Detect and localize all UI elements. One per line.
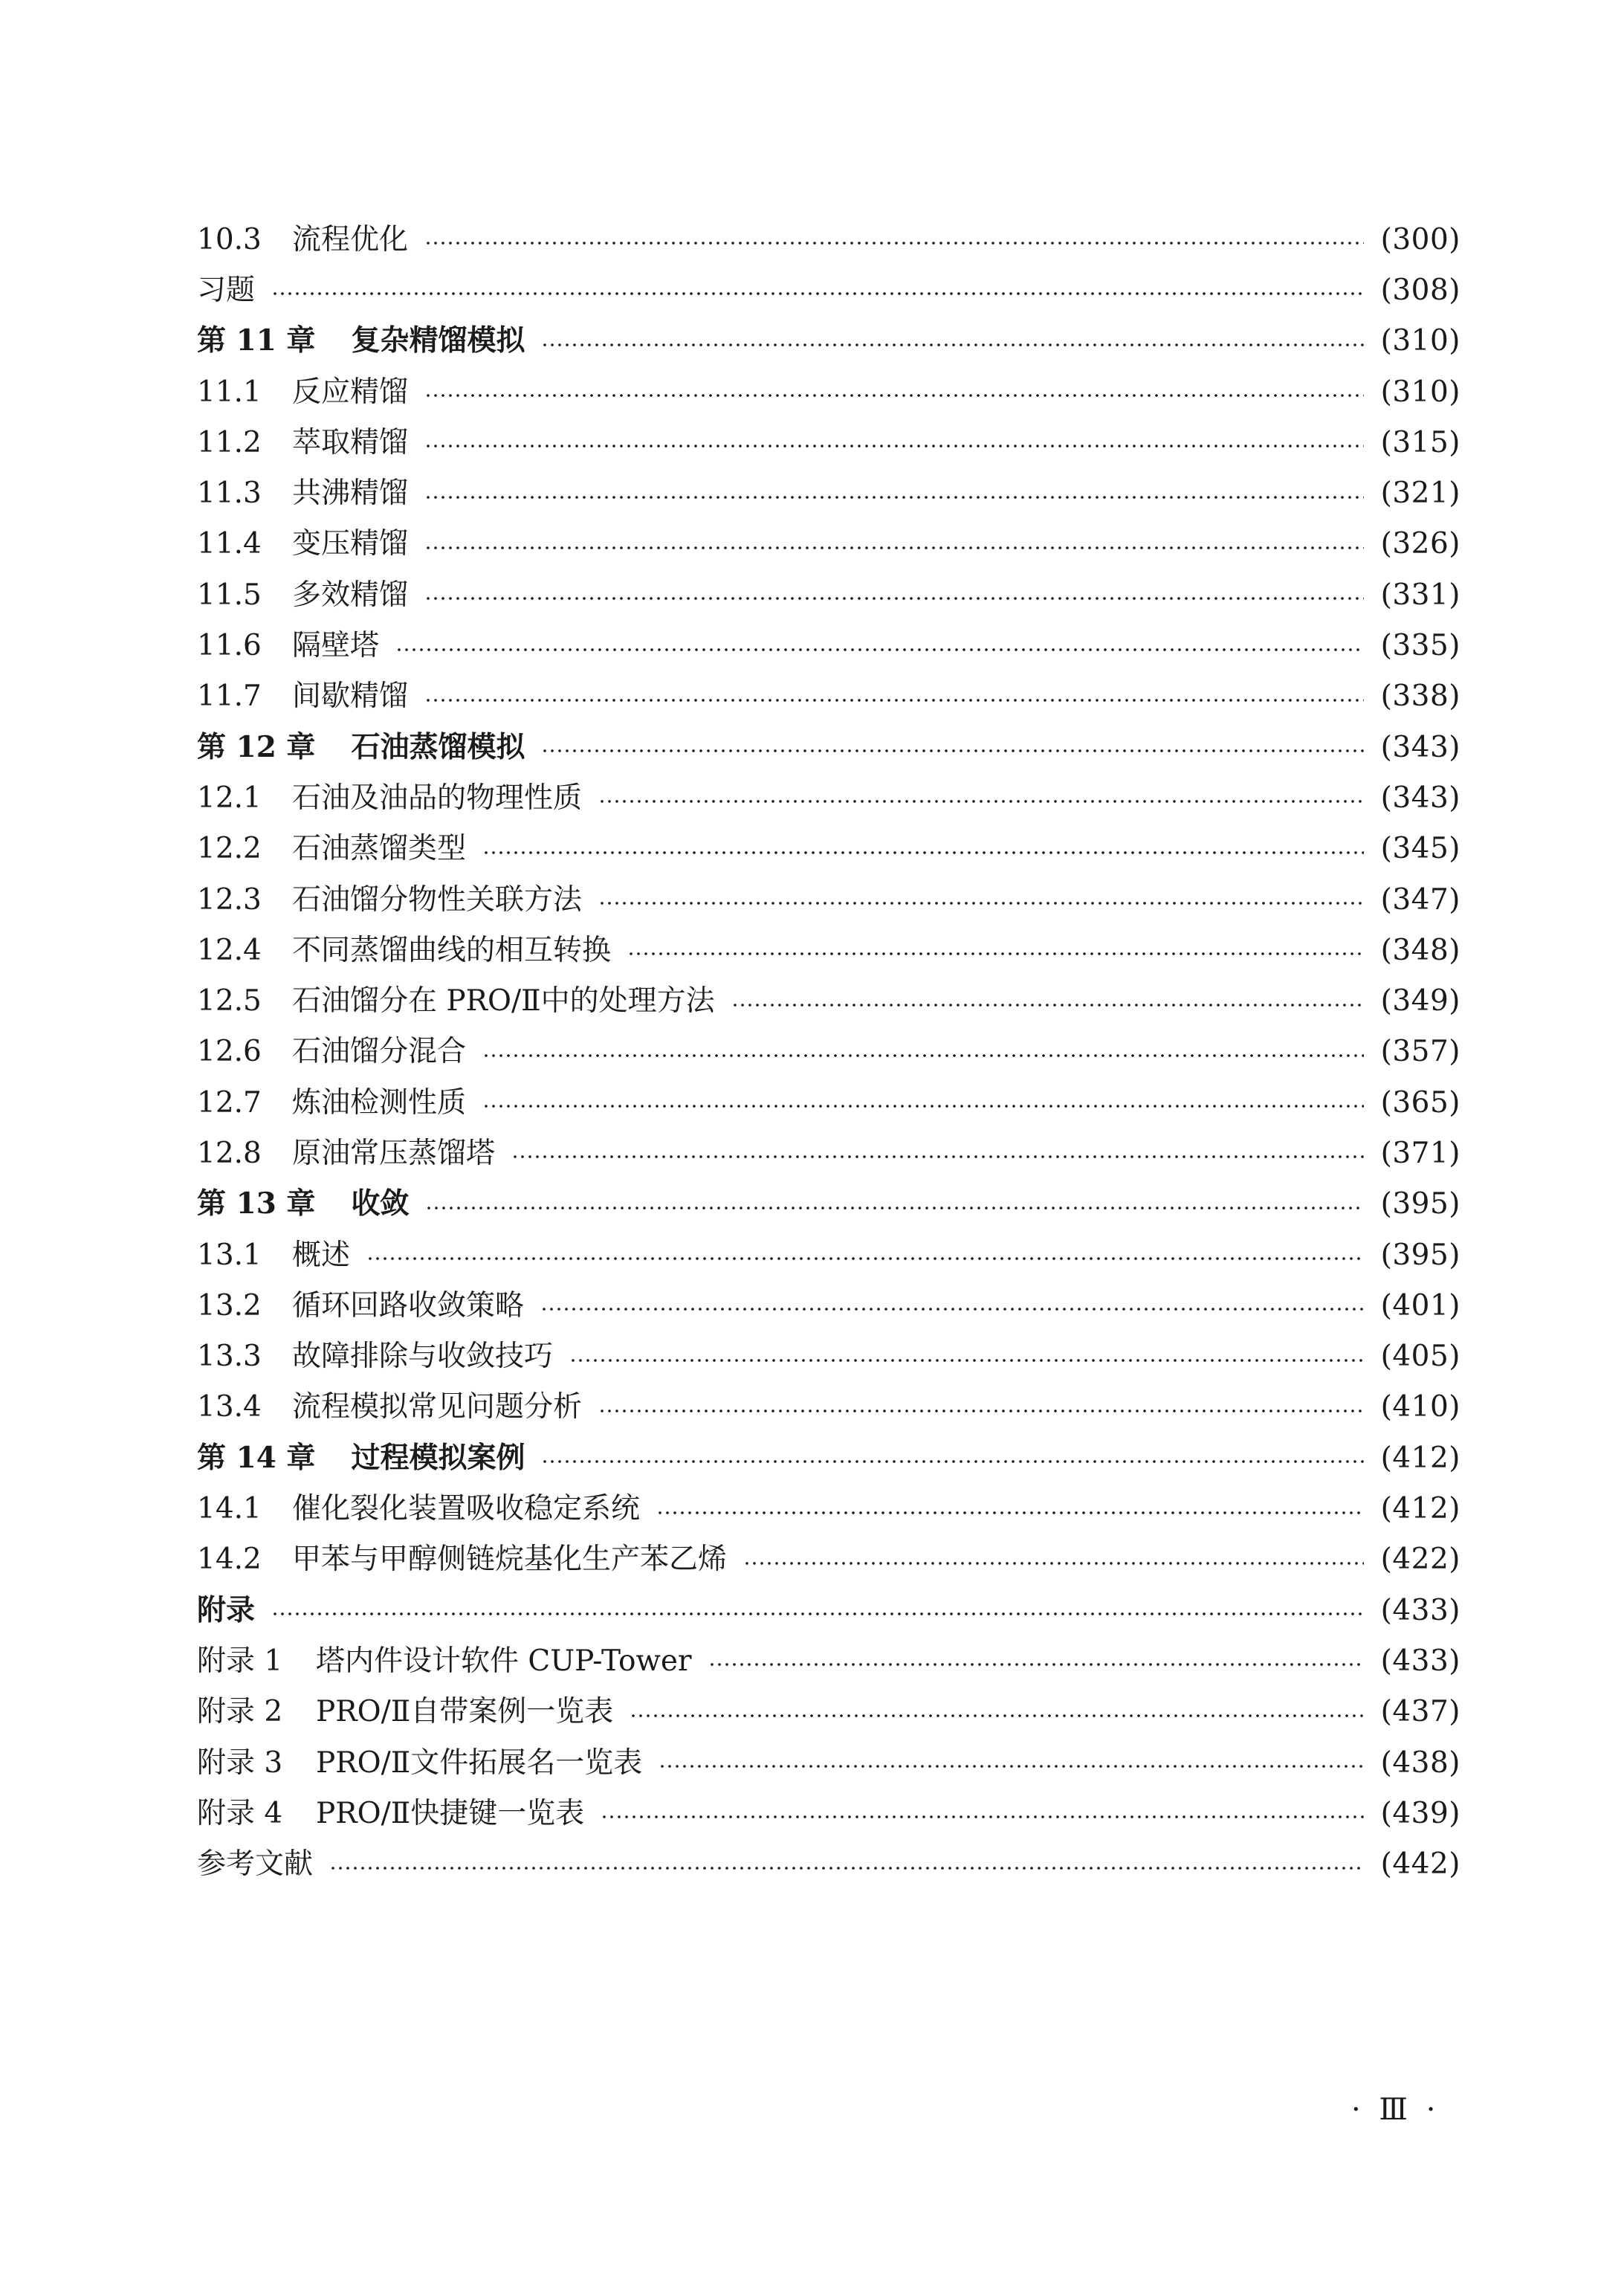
toc-entry-number: 12.1 (197, 781, 262, 815)
toc-chapter-entry (197, 722, 1460, 772)
toc-entry (197, 1027, 1460, 1077)
toc-entry-title: 概述 (292, 1238, 351, 1272)
toc-entry-title: 石油蒸馏类型 (292, 832, 467, 866)
toc-entry-number: 12.7 (197, 1085, 262, 1120)
toc-entry-page: (310) (1380, 324, 1460, 358)
toc-entry-page: (412) (1380, 1492, 1460, 1526)
toc-entry-title: 参考文献 (197, 1847, 314, 1882)
toc-entry (197, 468, 1460, 518)
page-number: · Ⅲ · (1351, 2093, 1440, 2127)
toc-entry-number: 附录 4 (197, 1796, 283, 1830)
toc-entry-number: 11.5 (197, 578, 262, 612)
dot-leader (731, 1003, 1364, 1007)
toc-entry (197, 925, 1460, 975)
toc-entry (197, 1737, 1460, 1788)
toc-entry-title: 流程优化 (292, 222, 409, 256)
toc-entry-page: (439) (1380, 1796, 1460, 1830)
toc-entry-number: 附录 1 (197, 1644, 283, 1678)
dot-leader (424, 495, 1364, 500)
toc-entry-number: 11.4 (197, 527, 262, 561)
toc-entry-number: 11.2 (197, 425, 262, 459)
dot-leader (424, 546, 1364, 550)
toc-entry-page: (395) (1380, 1238, 1460, 1272)
dot-leader (271, 1612, 1364, 1616)
toc-entry-number: 附录 2 (197, 1695, 283, 1729)
toc-entry-title: PRO/Ⅱ文件拓展名一览表 (316, 1746, 643, 1780)
dot-leader (598, 1409, 1364, 1413)
toc-entry (197, 1280, 1460, 1331)
toc-entry-title: 收敛 (351, 1186, 410, 1221)
toc-entry (197, 1077, 1460, 1128)
toc-entry-page: (365) (1380, 1085, 1460, 1120)
toc-entry-title: 共沸精馏 (292, 477, 409, 511)
toc-entry-page: (315) (1380, 425, 1460, 459)
toc-entry-title: 石油及油品的物理性质 (292, 781, 583, 815)
toc-entry-page: (433) (1380, 1644, 1460, 1678)
toc-entry-page: (338) (1380, 679, 1460, 714)
toc-entry (197, 366, 1460, 417)
toc-entry-page: (422) (1380, 1543, 1460, 1577)
toc-entry-title: 多效精馏 (292, 578, 409, 612)
toc-chapter-entry (197, 316, 1460, 366)
toc-entry-page: (310) (1380, 375, 1460, 409)
toc-entry-number: 13.2 (197, 1288, 262, 1323)
toc-entry-title: 萃取精馏 (292, 425, 409, 459)
dot-leader (425, 1206, 1364, 1210)
dot-leader (424, 698, 1364, 703)
toc-entry-number: 14.1 (197, 1492, 262, 1526)
dot-leader (424, 393, 1364, 398)
toc-entry-page: (371) (1380, 1136, 1460, 1170)
toc-entry (197, 824, 1460, 874)
toc-entry-title: 炼油检测性质 (292, 1085, 467, 1120)
dot-leader (395, 648, 1364, 652)
toc-entry-title: 习题 (197, 273, 256, 307)
toc-entry (197, 1788, 1460, 1838)
toc-entry (197, 1382, 1460, 1433)
toc-entry-page: (321) (1380, 477, 1460, 511)
toc-entry (197, 1483, 1460, 1534)
toc-entry-number: 12.5 (197, 984, 262, 1018)
dot-leader (708, 1662, 1364, 1667)
toc-entry-number: 12.6 (197, 1035, 262, 1069)
toc-entry-title: 复杂精馏模拟 (351, 323, 525, 358)
toc-entry-page: (331) (1380, 578, 1460, 612)
toc-entry-page: (437) (1380, 1695, 1460, 1729)
toc-entry-page: (357) (1380, 1035, 1460, 1069)
dot-leader (569, 1358, 1364, 1363)
toc-entry-page: (442) (1380, 1847, 1460, 1882)
dot-leader (366, 1256, 1364, 1261)
toc-entry-page: (438) (1380, 1746, 1460, 1780)
toc-entry-title: 原油常压蒸馏塔 (292, 1136, 496, 1170)
toc-entry-page: (349) (1380, 984, 1460, 1018)
toc-entry-title: 隔壁塔 (292, 629, 380, 663)
toc-entry-title: 附录 (197, 1592, 256, 1627)
dot-leader (601, 1815, 1364, 1819)
toc-entry-page: (326) (1380, 527, 1460, 561)
toc-entry-number: 14.2 (197, 1543, 262, 1577)
toc-entry (197, 671, 1460, 722)
dot-leader (424, 241, 1364, 245)
toc-entry-title: 变压精馏 (292, 527, 409, 561)
toc-entry-number: 13.3 (197, 1340, 262, 1374)
toc-entry (197, 1128, 1460, 1178)
toc-entry (197, 569, 1460, 620)
table-of-contents (197, 214, 1460, 1890)
toc-entry-page: (348) (1380, 933, 1460, 967)
toc-entry (197, 620, 1460, 671)
toc-entry-title: 反应精馏 (292, 375, 409, 409)
toc-entry-number: 第 13 章 (197, 1186, 316, 1221)
toc-entry-page: (405) (1380, 1340, 1460, 1374)
dot-leader (541, 343, 1364, 347)
toc-entry-title: 催化裂化装置吸收稳定系统 (292, 1492, 641, 1526)
toc-entry-page: (335) (1380, 629, 1460, 663)
toc-entry (197, 772, 1460, 823)
dot-leader (482, 1104, 1364, 1108)
toc-entry-page: (343) (1380, 730, 1460, 764)
toc-entry-title: 石油馏分在 PRO/Ⅱ中的处理方法 (292, 984, 715, 1018)
toc-entry (197, 1331, 1460, 1382)
toc-entry (197, 1534, 1460, 1585)
toc-entry-number: 12.3 (197, 882, 262, 917)
dot-leader (482, 1053, 1364, 1058)
toc-entry-page: (433) (1380, 1593, 1460, 1627)
toc-entry (197, 1687, 1460, 1737)
toc-entry-page: (343) (1380, 781, 1460, 815)
toc-entry-page: (395) (1380, 1187, 1460, 1221)
toc-entry-number: 第 14 章 (197, 1440, 316, 1475)
toc-entry-number: 12.4 (197, 933, 262, 967)
toc-entry-number: 10.3 (197, 222, 262, 256)
dot-leader (424, 596, 1364, 601)
dot-leader (656, 1511, 1364, 1515)
toc-entry-number: 12.2 (197, 832, 262, 866)
toc-entry-page: (410) (1380, 1390, 1460, 1424)
toc-entry-title: PRO/Ⅱ快捷键一览表 (316, 1796, 585, 1830)
toc-entry-title: 流程模拟常见问题分析 (292, 1390, 583, 1424)
toc-entry-number: 13.4 (197, 1390, 262, 1424)
toc-entry-page: (300) (1380, 222, 1460, 256)
toc-entry-number: 13.1 (197, 1238, 262, 1272)
toc-entry-title: 故障排除与收敛技巧 (292, 1340, 554, 1374)
toc-entry-page: (412) (1380, 1441, 1460, 1475)
dot-leader (511, 1155, 1364, 1159)
toc-entry-number: 第 11 章 (197, 323, 316, 358)
toc-entry-title: 石油馏分混合 (292, 1035, 467, 1069)
dot-leader (482, 850, 1364, 855)
toc-entry-title: 间歇精馏 (292, 679, 409, 714)
toc-entry-title: 甲苯与甲醇侧链烷基化生产苯乙烯 (292, 1543, 728, 1577)
toc-entry-number: 12.8 (197, 1136, 262, 1170)
toc-entry (197, 975, 1460, 1026)
toc-entry-title: 塔内件设计软件 CUP-Tower (316, 1644, 692, 1678)
toc-entry-page: (347) (1380, 882, 1460, 917)
toc-entry (197, 1585, 1460, 1635)
toc-entry (197, 1839, 1460, 1890)
dot-leader (598, 901, 1364, 905)
toc-entry-title: 过程模拟案例 (351, 1440, 525, 1475)
dot-leader (630, 1714, 1364, 1718)
toc-entry-number: 11.6 (197, 629, 262, 663)
dot-leader (598, 799, 1364, 804)
toc-entry-number: 11.7 (197, 679, 262, 714)
dot-leader (271, 291, 1364, 296)
toc-entry-number: 11.3 (197, 477, 262, 511)
toc-entry-number: 11.1 (197, 375, 262, 409)
toc-entry-number: 附录 3 (197, 1746, 283, 1780)
dot-leader (743, 1561, 1364, 1566)
dot-leader (659, 1764, 1364, 1769)
toc-entry-title: 石油馏分物性关联方法 (292, 882, 583, 917)
toc-chapter-entry (197, 1433, 1460, 1483)
dot-leader (627, 952, 1364, 956)
toc-entry (197, 874, 1460, 925)
dot-leader (540, 1307, 1364, 1311)
dot-leader (329, 1866, 1364, 1870)
toc-entry-title: 不同蒸馏曲线的相互转换 (292, 933, 612, 967)
toc-entry-title: 循环回路收敛策略 (292, 1288, 525, 1323)
toc-entry (197, 265, 1460, 315)
dot-leader (541, 749, 1364, 753)
toc-entry-title: PRO/Ⅱ自带案例一览表 (316, 1695, 614, 1729)
toc-chapter-entry (197, 1179, 1460, 1230)
toc-entry-page: (308) (1380, 273, 1460, 307)
toc-entry (197, 417, 1460, 468)
toc-entry (197, 519, 1460, 569)
toc-entry-page: (345) (1380, 832, 1460, 866)
toc-entry (197, 1230, 1460, 1280)
toc-entry (197, 1635, 1460, 1686)
toc-entry-number: 第 12 章 (197, 729, 316, 764)
toc-entry (197, 214, 1460, 265)
dot-leader (424, 444, 1364, 448)
dot-leader (541, 1459, 1364, 1464)
toc-entry-page: (401) (1380, 1288, 1460, 1323)
toc-entry-title: 石油蒸馏模拟 (351, 729, 525, 764)
